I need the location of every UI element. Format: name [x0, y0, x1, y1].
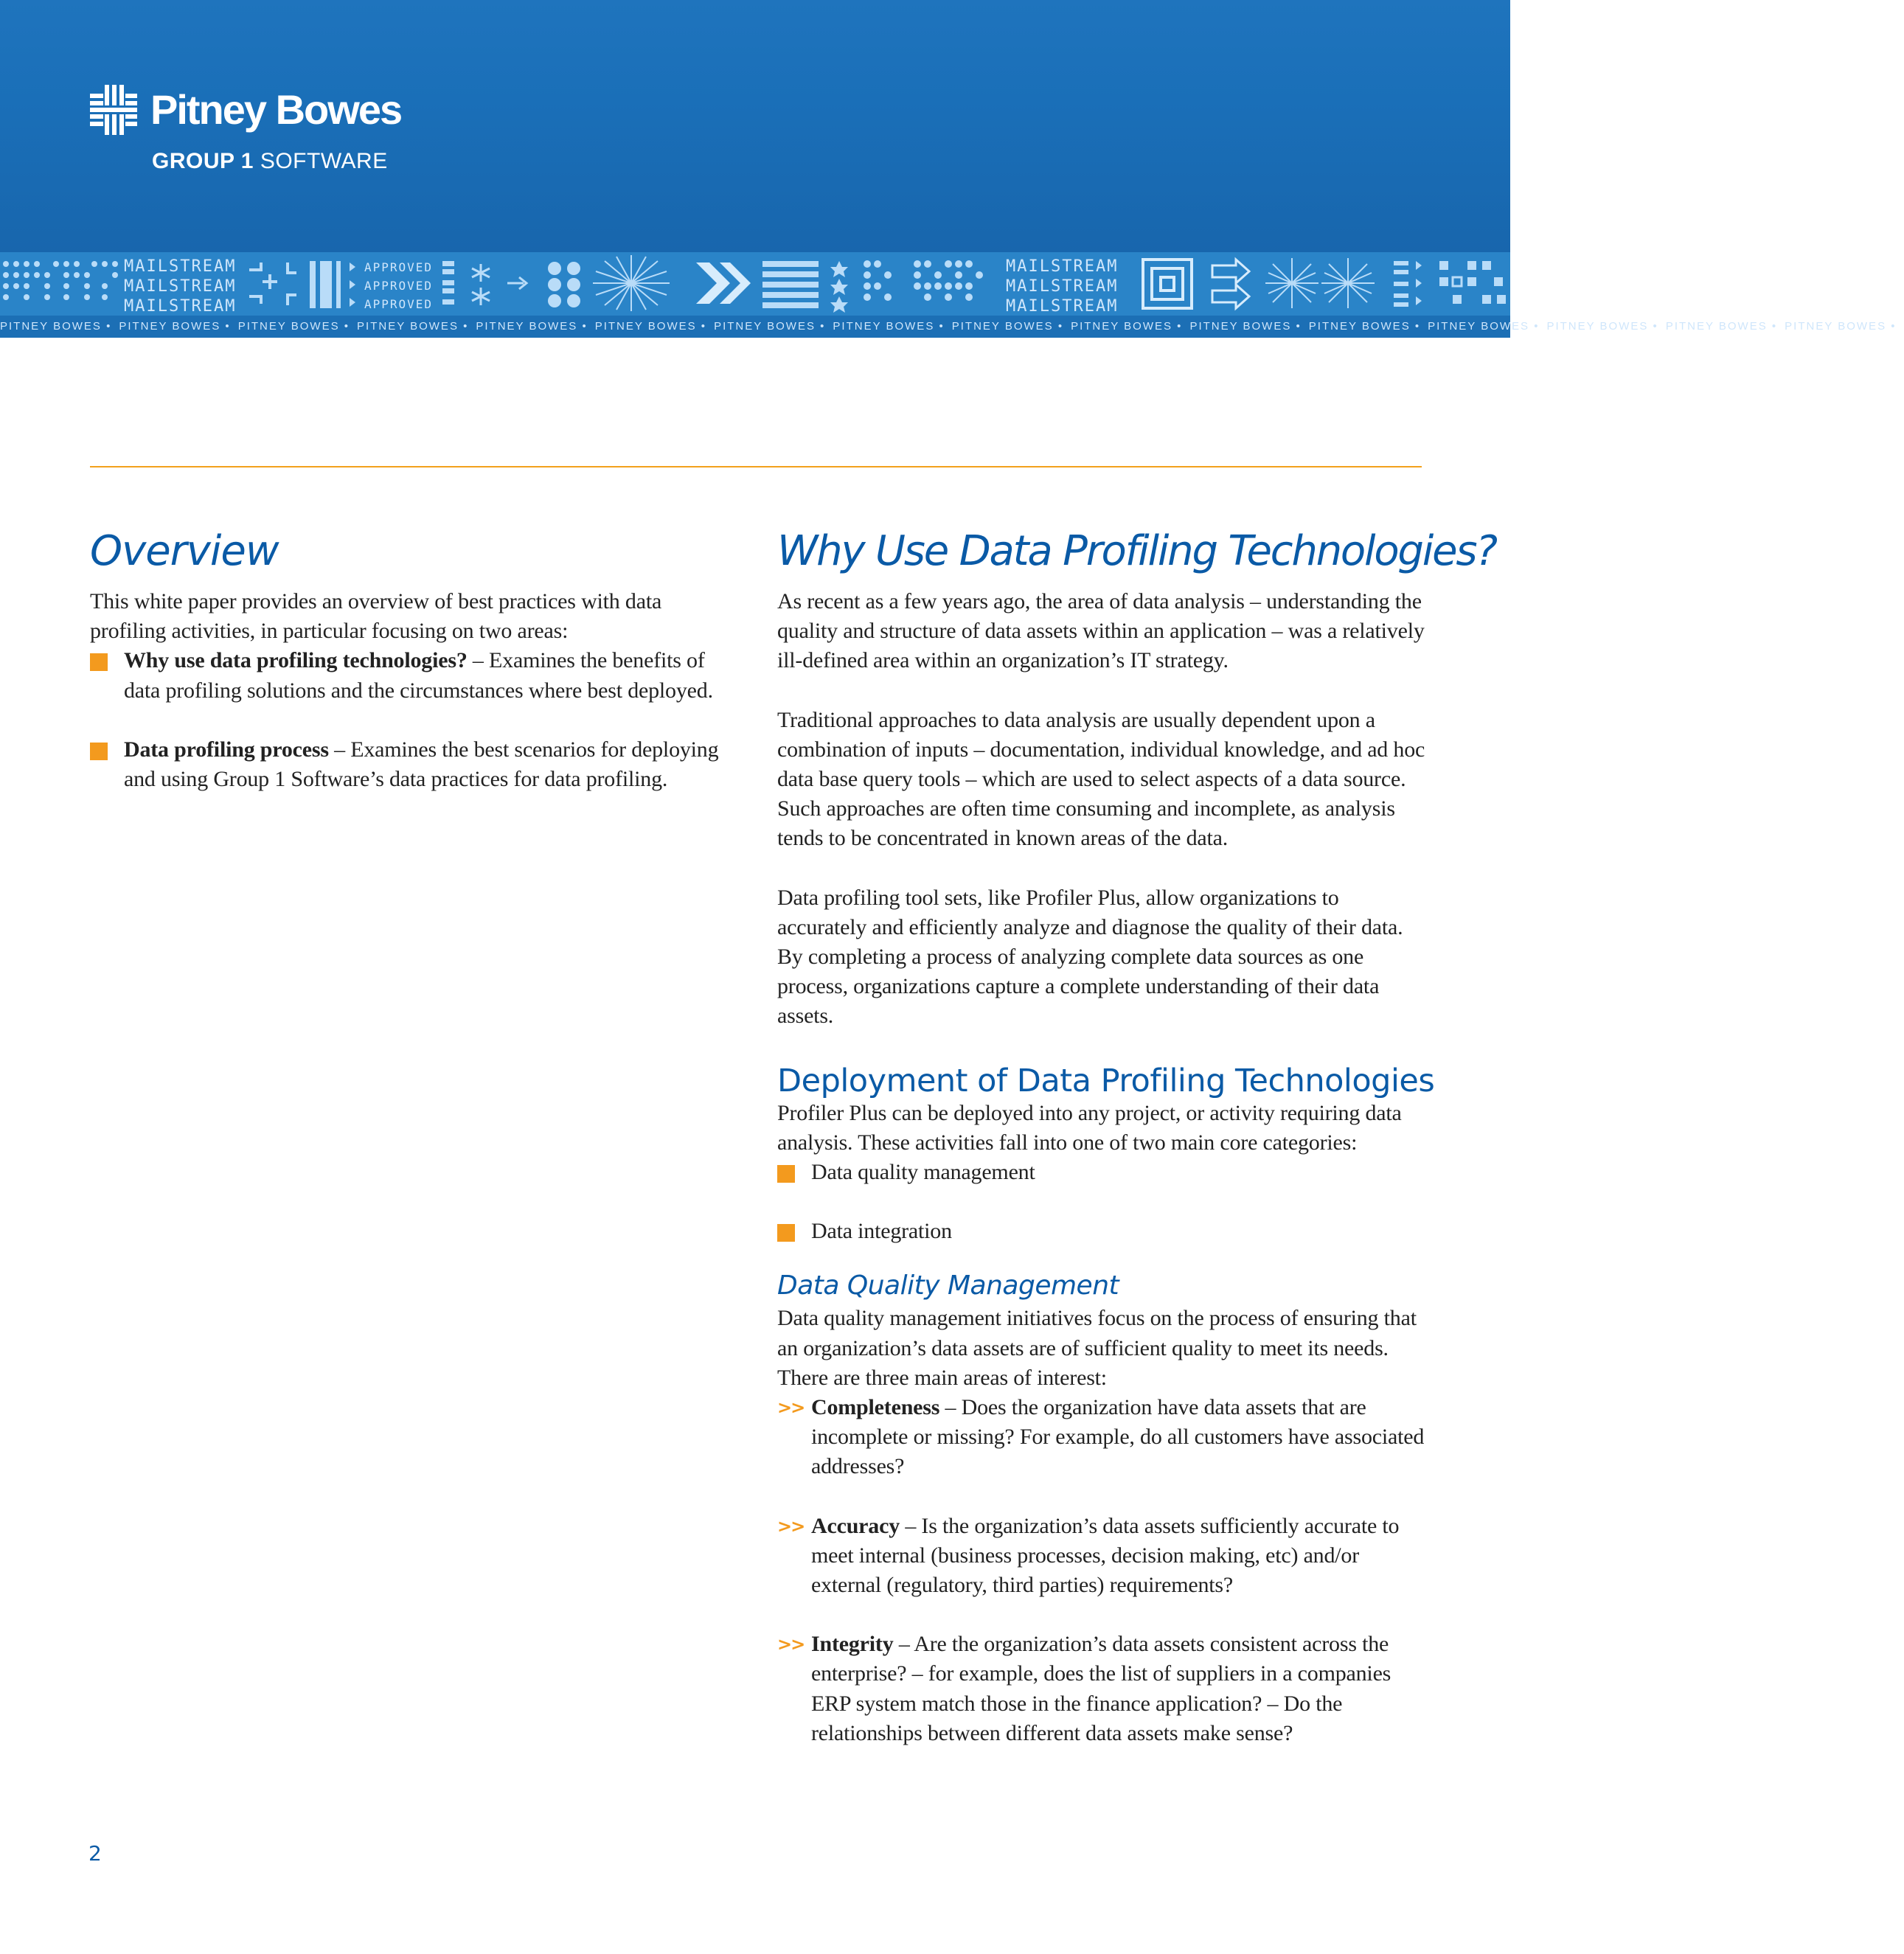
brand-sub-bold: GROUP 1	[152, 149, 254, 173]
overview-heading: Overview	[90, 527, 279, 575]
item-lead: Completeness	[811, 1395, 940, 1420]
item-text: – Examines the best scenarios for deploying and using Group 1 Software’s data practices for data profiling.	[124, 737, 719, 792]
dqm-heading: Data Quality Management	[777, 1270, 1119, 1301]
pitney-bowes-repeat-text: PITNEY BOWES •	[1665, 320, 1778, 333]
double-chevron-bullet-icon: >>	[777, 1397, 805, 1419]
pitney-bowes-repeat-text: PITNEY BOWES •	[0, 320, 112, 333]
double-chevron-bullet-icon: >>	[777, 1515, 805, 1537]
deployment-heading: Deployment of Data Profiling Technologies	[777, 1062, 1435, 1099]
pitney-bowes-repeat-text: PITNEY BOWES •	[1546, 320, 1658, 333]
item-text: – Examines the benefits of data profiling solutions and the circumstances where best deployed.	[124, 648, 713, 703]
item-lead: Data profiling process	[124, 737, 329, 762]
pitney-bowes-logo-icon	[90, 85, 137, 135]
list-item	[777, 1630, 1426, 1748]
dqm-intro: Data quality management initiatives focus on the process of ensuring that an organization’s data assets are of sufficient quality to meet its needs. There are three main areas of interest:	[777, 1306, 1417, 1390]
item-text: – Does the organization have data assets that are incomplete or missing? For example, do all customers have associated addresses?	[811, 1395, 1425, 1479]
list-item	[90, 646, 739, 705]
why-heading: Why Use Data Profiling Technologies?	[777, 527, 1496, 575]
item-lead: Why use data profiling technologies?	[124, 648, 468, 673]
square-bullet-icon	[777, 1165, 795, 1183]
pitney-bowes-repeat-text: PITNEY BOWES •	[1071, 320, 1183, 333]
pitney-bowes-repeat-text: PITNEY BOWES •	[1189, 320, 1302, 333]
item-text: – Is the organization’s data assets sufficiently accurate to meet internal (business processes, decision making, etc) and/or external (regulatory, third parties) requirements?	[811, 1513, 1400, 1598]
pitney-bowes-repeat-text: PITNEY BOWES •	[833, 320, 945, 333]
list-item	[777, 1512, 1426, 1601]
square-bullet-icon	[777, 1224, 795, 1242]
why-paragraph: As recent as a few years ago, the area of data analysis – understanding the quality and structure of data assets within an application – was a relatively ill-defined area within an organization’s IT strategy.	[777, 589, 1425, 673]
mailstream-text-left	[124, 257, 236, 316]
item-text: – Are the organization’s data assets consistent across the enterprise? – for example, does the list of suppliers in a companies ERP system match those in the finance application? – Do the relationships between different data assets make sense?	[811, 1632, 1391, 1745]
orange-divider	[90, 466, 1422, 467]
item-text: Data quality management	[811, 1160, 1035, 1185]
mailstream-line: MAILSTREAM	[124, 297, 237, 316]
mailstream-line: MAILSTREAM	[124, 277, 237, 296]
dqm-list	[777, 1393, 1426, 1748]
pitney-bowes-repeat-text: PITNEY BOWES •	[594, 320, 707, 333]
list-item	[90, 735, 739, 794]
left-column	[90, 516, 739, 794]
pitney-bowes-repeat-text: PITNEY BOWES •	[357, 320, 469, 333]
brand-logo	[90, 85, 473, 173]
pitney-bowes-repeat-text: PITNEY BOWES •	[714, 320, 826, 333]
mailstream-line: MAILSTREAM	[1006, 277, 1119, 296]
list-item	[777, 1217, 1426, 1246]
item-lead: Integrity	[811, 1632, 894, 1657]
pitney-bowes-repeat-text: PITNEY BOWES •	[1428, 320, 1540, 333]
brand-subtitle	[152, 148, 388, 175]
mailstream-line: MAILSTREAM	[124, 257, 237, 276]
list-item	[777, 1158, 1426, 1187]
item-text: Data integration	[811, 1219, 952, 1244]
pitney-bowes-repeat-text: PITNEY BOWES •	[1308, 320, 1421, 333]
square-bullet-icon	[90, 743, 108, 760]
approved-line: APPROVED	[364, 297, 434, 311]
why-paragraph: Traditional approaches to data analysis are usually dependent upon a combination of inputs – documentation, individual knowledge, and ad hoc data base query tools – which are used to select aspects of a data source. Such approaches are often time consuming and incomplete, as analysis tends to be concentrated in known areas of the data.	[777, 707, 1425, 851]
list-item	[777, 1393, 1426, 1482]
page-number: 2	[88, 1841, 102, 1866]
right-column	[777, 516, 1496, 1748]
why-paragraph: Data profiling tool sets, like Profiler Plus, allow organizations to accurately and efficiently analyze and diagnose the quality of their data. By completing a process of analyzing complete data sources as one process, organizations capture a complete understanding of their data assets.	[777, 885, 1403, 1029]
deployment-list	[777, 1158, 1426, 1246]
pitney-bowes-repeat-text: PITNEY BOWES •	[119, 320, 231, 333]
brand-sub-light: SOFTWARE	[254, 149, 388, 173]
deployment-intro: Profiler Plus can be deployed into any project, or activity requiring data analysis. These activities fall into one of two main core categories:	[777, 1100, 1402, 1155]
dots-cluster-left	[3, 261, 118, 300]
pitney-bowes-repeat-text: PITNEY BOWES •	[1785, 320, 1897, 333]
approved-text	[364, 258, 433, 313]
pitney-bowes-repeat-bar	[0, 316, 1897, 338]
pitney-bowes-repeat-text: PITNEY BOWES •	[951, 320, 1064, 333]
pitney-bowes-repeat-text: PITNEY BOWES •	[476, 320, 588, 333]
mailstream-text-right	[1006, 257, 1118, 316]
mailstream-line: MAILSTREAM	[1006, 297, 1119, 316]
square-bullet-icon	[90, 653, 108, 671]
header-banner	[0, 0, 1510, 252]
double-chevron-bullet-icon: >>	[777, 1634, 805, 1655]
approved-line: APPROVED	[364, 279, 434, 293]
brand-name: Pitney Bowes	[150, 86, 402, 133]
pitney-bowes-repeat-text: PITNEY BOWES •	[237, 320, 350, 333]
overview-list	[90, 646, 739, 794]
mailstream-line: MAILSTREAM	[1006, 257, 1119, 276]
approved-line: APPROVED	[364, 260, 434, 274]
item-lead: Accuracy	[811, 1513, 900, 1538]
overview-intro: This white paper provides an overview of best practices with data profiling activities, in particular focusing on two areas:	[90, 589, 662, 644]
